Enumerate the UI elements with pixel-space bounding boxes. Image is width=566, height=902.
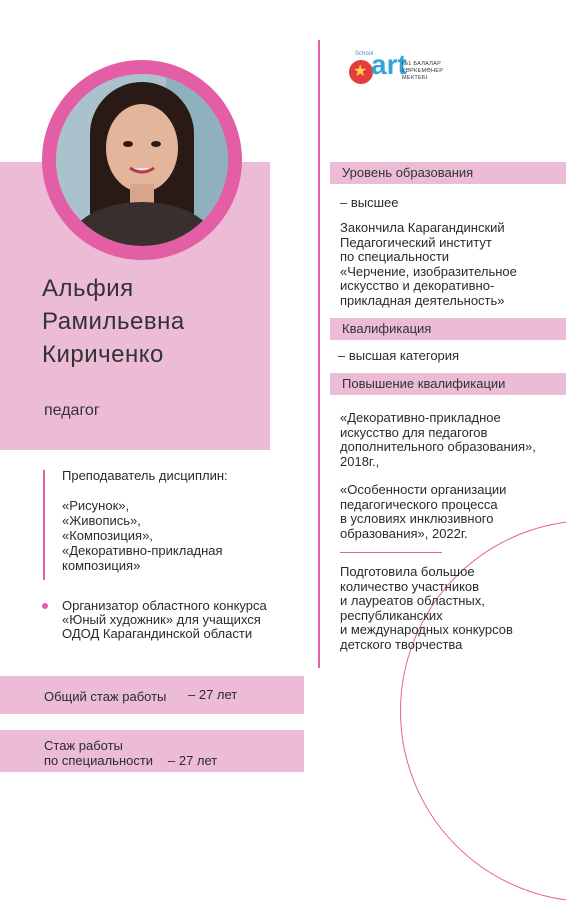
specialty-label-line: Стаж работы [44, 738, 123, 753]
education-line: Педагогический институт [340, 234, 492, 250]
achievements-text [340, 565, 513, 652]
accent-line-left [43, 470, 45, 580]
education-level: – высшее [340, 195, 399, 210]
course-line: «Декоративно-прикладное [340, 410, 501, 425]
star-icon: ★ [353, 63, 368, 80]
list-item: «Живопись», [62, 513, 141, 528]
course-line: искусство для педагогов [340, 424, 488, 440]
total-experience-bar [0, 676, 304, 714]
achievement-line: и лауреатов областных, [340, 593, 485, 608]
achievement-line: и международных конкурсов [340, 622, 513, 637]
course-line: дополнительного образования», [340, 439, 536, 454]
organizer-line: Организатор областного конкурса [62, 598, 267, 613]
course-line: в условиях инклюзивного [340, 511, 494, 526]
achievement-line: Подготовила большое [340, 564, 475, 579]
course-line: «Особенности организации [340, 482, 507, 497]
person-role: педагог [44, 402, 100, 419]
education-header: Уровень образования [330, 162, 566, 184]
training-header: Повышение квалификации [330, 373, 566, 395]
list-item: «Декоративно-прикладная [62, 543, 223, 558]
logo-caption-line: №1 БАЛАЛАР [402, 61, 442, 67]
achievement-line: количество участников [340, 578, 480, 594]
logo-caption-line: МЕКТЕБІ [402, 75, 428, 81]
course-line: педагогического процесса [340, 496, 498, 512]
organizer-line: ОДОД Карагандинской области [62, 626, 253, 641]
list-item: «Композиция», [62, 528, 153, 543]
name-first: Альфия [42, 275, 134, 302]
organizer-line: «Юный художник» для учащихся [62, 612, 261, 627]
training-course-1 [340, 411, 536, 469]
qualification-header: Квалификация [330, 318, 566, 340]
bullet-dot-icon [42, 603, 48, 609]
education-line: искусство и декоративно- [340, 278, 495, 293]
name-last: Кириченко [42, 341, 164, 368]
education-details [340, 221, 517, 308]
course-line: образования», 2022г. [340, 525, 468, 541]
disciplines-list [62, 498, 223, 573]
specialty-label-line: по специальности [44, 753, 154, 768]
logo-mark: art [371, 49, 407, 80]
logo-caption-line: КӨРКЕМӨНЕР [402, 68, 444, 74]
logo-caption [402, 61, 443, 82]
achievement-line: республиканских [340, 607, 443, 623]
list-item: «Рисунок», [62, 498, 130, 513]
specialty-experience-label [44, 738, 153, 768]
education-line: «Черчение, изобразительное [340, 263, 517, 279]
disciplines-title: Преподаватель дисциплин: [62, 468, 228, 483]
accent-line-right [318, 40, 320, 668]
education-line: прикладная деятельность» [340, 292, 505, 308]
name-patronymic: Рамильевна [42, 308, 185, 335]
total-experience-label: Общий стаж работы [44, 689, 167, 704]
person-name [42, 272, 185, 371]
education-line: Закончила Карагандинский [340, 220, 505, 235]
training-course-2 [340, 483, 506, 541]
organizer-text [62, 599, 267, 641]
education-line: по специальности [340, 249, 450, 264]
portrait-photo [56, 74, 228, 246]
achievement-line: детского творчества [340, 636, 463, 652]
section-divider [340, 552, 442, 553]
course-line: 2018г., [340, 453, 380, 469]
specialty-experience-bar [0, 730, 304, 772]
logo-school-text: School [355, 51, 374, 57]
specialty-experience-value: – 27 лет [168, 753, 218, 768]
total-experience-value: – 27 лет [188, 687, 238, 702]
list-item: композиция» [62, 558, 141, 573]
qualification-value: – высшая категория [338, 348, 460, 363]
